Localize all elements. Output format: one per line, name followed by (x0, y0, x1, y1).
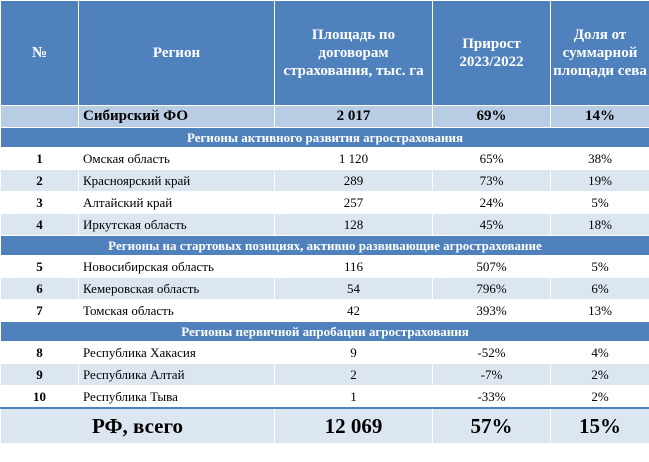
row-share: 5% (551, 256, 649, 278)
total-share: 15% (551, 408, 649, 444)
summary-growth: 69% (433, 106, 551, 128)
row-growth: -7% (433, 364, 551, 386)
table-row (1, 364, 649, 386)
row-num: 8 (1, 342, 79, 364)
row-num: 1 (1, 148, 79, 170)
row-area: 2 (275, 364, 433, 386)
group-header (1, 128, 649, 148)
table-row (1, 278, 649, 300)
table-row (1, 300, 649, 322)
group-header (1, 322, 649, 342)
summary-name: Сибирский ФО (79, 106, 275, 128)
row-area: 257 (275, 192, 433, 214)
row-name: Омская область (79, 148, 275, 170)
total-area: 12 069 (275, 408, 433, 444)
total-name: РФ, всего (1, 408, 275, 444)
header-area: Площадь по договорам страхования, тыс. га (275, 1, 433, 106)
header-growth: Прирост 2023/2022 (433, 1, 551, 106)
table-row (1, 170, 649, 192)
summary-row (1, 106, 649, 128)
row-num: 3 (1, 192, 79, 214)
row-area: 289 (275, 170, 433, 192)
row-share: 19% (551, 170, 649, 192)
row-area: 42 (275, 300, 433, 322)
group-title: Регионы активного развития агрострахования (1, 128, 649, 148)
row-num: 6 (1, 278, 79, 300)
row-name: Республика Алтай (79, 364, 275, 386)
row-area: 128 (275, 214, 433, 236)
row-growth: -33% (433, 386, 551, 409)
row-growth: 796% (433, 278, 551, 300)
header-share: Доля от суммарной площади сева (551, 1, 649, 106)
row-num: 7 (1, 300, 79, 322)
row-share: 18% (551, 214, 649, 236)
row-name: Республика Тыва (79, 386, 275, 409)
row-growth: 45% (433, 214, 551, 236)
table-row (1, 192, 649, 214)
table-row (1, 214, 649, 236)
row-growth: -52% (433, 342, 551, 364)
group-title: Регионы на стартовых позициях, активно развивающие агрострахование (1, 236, 649, 256)
row-share: 6% (551, 278, 649, 300)
row-area: 9 (275, 342, 433, 364)
row-share: 13% (551, 300, 649, 322)
total-growth: 57% (433, 408, 551, 444)
table-row (1, 256, 649, 278)
row-share: 5% (551, 192, 649, 214)
header-region: Регион (79, 1, 275, 106)
row-growth: 393% (433, 300, 551, 322)
row-area: 1 (275, 386, 433, 409)
table-row (1, 386, 649, 409)
summary-area: 2 017 (275, 106, 433, 128)
summary-share: 14% (551, 106, 649, 128)
row-name: Новосибирская область (79, 256, 275, 278)
row-share: 4% (551, 342, 649, 364)
row-num: 10 (1, 386, 79, 409)
row-name: Алтайский край (79, 192, 275, 214)
header-num: № (1, 1, 79, 106)
row-name: Иркутская область (79, 214, 275, 236)
row-name: Республика Хакасия (79, 342, 275, 364)
row-area: 116 (275, 256, 433, 278)
row-num: 2 (1, 170, 79, 192)
table-row (1, 342, 649, 364)
row-num: 9 (1, 364, 79, 386)
row-num: 4 (1, 214, 79, 236)
group-header (1, 236, 649, 256)
row-share: 38% (551, 148, 649, 170)
row-growth: 73% (433, 170, 551, 192)
row-name: Красноярский край (79, 170, 275, 192)
group-title: Регионы первичной апробации агрострахования (1, 322, 649, 342)
row-name: Томская область (79, 300, 275, 322)
row-name: Кемеровская область (79, 278, 275, 300)
table-row (1, 148, 649, 170)
row-growth: 65% (433, 148, 551, 170)
row-growth: 24% (433, 192, 551, 214)
row-share: 2% (551, 386, 649, 409)
row-area: 1 120 (275, 148, 433, 170)
row-share: 2% (551, 364, 649, 386)
total-row (1, 408, 649, 444)
row-num: 5 (1, 256, 79, 278)
row-area: 54 (275, 278, 433, 300)
row-growth: 507% (433, 256, 551, 278)
table-header-row (1, 1, 649, 106)
